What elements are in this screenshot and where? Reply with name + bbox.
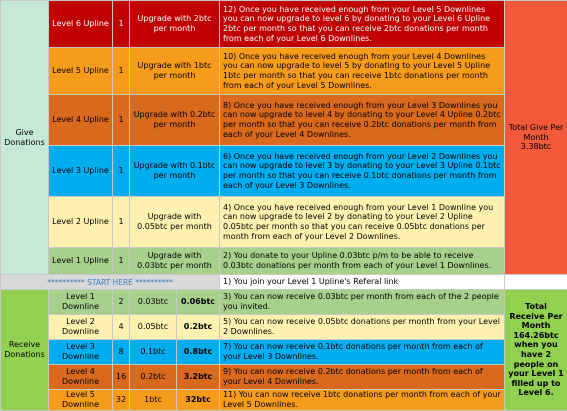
give-row	[1, 1, 567, 48]
upline-level: Level 6 Upline	[49, 1, 113, 48]
upgrade-amount: Upgrade with 0.1btc per month	[130, 146, 220, 197]
downline-count: 2	[113, 290, 130, 315]
downline-level: Level 4 Downline	[49, 365, 113, 390]
upline-count: 1	[113, 248, 130, 275]
monthly-total: 0.06btc	[177, 290, 220, 315]
downline-description: 9) You can now receive 0.2btc donations per month from each of your Level 4 Downlines.	[220, 365, 505, 390]
upline-description: 12) Once you have received enough from your Level 5 Downlines you can now upgrade to level 6 by donating to your Level 6 Upline 2btc per month so that you can receive 2btc donations per month from each of your Level 6 Downlines.	[220, 1, 505, 48]
upline-description: 4) Once you have received enough from your Level 1 Downline you can now upgrade to level 2 by donating to your Level 2 Upline 0.05btc per month so that you can receive 0.05btc donations per month from each of your Level 2 Downlines.	[220, 197, 505, 248]
upline-description: 2) You donate to your Upline 0.03btc p/m to be able to receive 0.03btc donations per month from each of your Level 1 Downlines.	[220, 248, 505, 275]
upline-description: 10) Once you have received enough from your Level 4 Downlines you can now upgrade to level 5 by donating to your Level 5 Upline 1btc per month so that you can receive 1btc donations per month from each of your Level 5 Downlines.	[220, 48, 505, 95]
upgrade-amount: Upgrade with 0.03btc per month	[130, 248, 220, 275]
monthly-total: 0.8btc	[177, 340, 220, 365]
upline-description: 6) Once you have received enough from your Level 2 Downlines you can now upgrade to level 3 by donating to your Level 3 Upline 0.1btc per month so that you can receive 0.1btc donations per month from each of your Level 3 Downlines.	[220, 146, 505, 197]
downline-description: 7) You can now receive 0.1btc donations per month from each of your Level 3 Downlines.	[220, 340, 505, 365]
give-donations-label: Give Donations	[1, 1, 49, 275]
downline-description: 5) You can now receive 0.05btc donations per month from your Level 2 Downlines.	[220, 315, 505, 340]
give-row	[1, 48, 567, 95]
receive-donations-label: Receive Donations	[1, 290, 49, 411]
donation-rate: 1btc	[130, 390, 177, 411]
downline-level: Level 2 Downline	[49, 315, 113, 340]
monthly-total: 3.2btc	[177, 365, 220, 390]
upline-count: 1	[113, 1, 130, 48]
upgrade-amount: Upgrade with 0.05btc per month	[130, 197, 220, 248]
downline-description: 3) You can now receive 0.03btc per month from each of the 2 people you invited.	[220, 290, 505, 315]
downline-count: 16	[113, 365, 130, 390]
downline-count: 4	[113, 315, 130, 340]
donation-rate: 0.03btc	[130, 290, 177, 315]
join-description: 1) You join your Level 1 Upline's Referal link	[220, 275, 505, 290]
donation-rate: 0.05btc	[130, 315, 177, 340]
upline-description: 8) Once you have received enough from your Level 3 Downlines you can now upgrade to level 4 by donating to your Level 4 Upline 0.2btc per month so that you can receive 0.2btc donations per month from each of your Level 4 Downlines.	[220, 95, 505, 146]
total-receive-per-month: Total Receive Per Month 164.26btc when you have 2 people on your Level 1 filled up to Level 6.	[505, 290, 567, 411]
receive-row	[1, 390, 567, 411]
monthly-total: 32btc	[177, 390, 220, 411]
upgrade-amount: Upgrade with 0.2btc per month	[130, 95, 220, 146]
downline-level: Level 1 Downline	[49, 290, 113, 315]
receive-row	[1, 340, 567, 365]
upgrade-amount: Upgrade with 2btc per month	[130, 1, 220, 48]
upgrade-amount: Upgrade with 1btc per month	[130, 48, 220, 95]
receive-row	[1, 365, 567, 390]
receive-row	[1, 315, 567, 340]
upline-level: Level 2 Upline	[49, 197, 113, 248]
give-row	[1, 95, 567, 146]
join-row	[1, 275, 567, 290]
upline-level: Level 5 Upline	[49, 48, 113, 95]
join-spacer	[505, 275, 567, 290]
downline-count: 32	[113, 390, 130, 411]
upline-count: 1	[113, 197, 130, 248]
upline-level: Level 3 Upline	[49, 146, 113, 197]
give-row	[1, 248, 567, 275]
upline-level: Level 4 Upline	[49, 95, 113, 146]
give-row	[1, 197, 567, 248]
donation-rate: 0.2btc	[130, 365, 177, 390]
upline-level: Level 1 Upline	[49, 248, 113, 275]
downline-count: 8	[113, 340, 130, 365]
receive-row	[1, 290, 567, 315]
downline-level: Level 3 Downline	[49, 340, 113, 365]
upline-count: 1	[113, 48, 130, 95]
upline-count: 1	[113, 95, 130, 146]
upline-count: 1	[113, 146, 130, 197]
donation-rate: 0.1btc	[130, 340, 177, 365]
monthly-total: 0.2btc	[177, 315, 220, 340]
total-give-per-month: Total Give Per Month 3.38btc	[505, 1, 567, 275]
downline-description: 11) You can now receive 1btc donations per month from each of your Level 5 Downlines.	[220, 390, 505, 411]
start-here-label: ********** START HERE **********	[1, 275, 220, 290]
downline-level: Level 5 Downline	[49, 390, 113, 411]
give-row	[1, 146, 567, 197]
